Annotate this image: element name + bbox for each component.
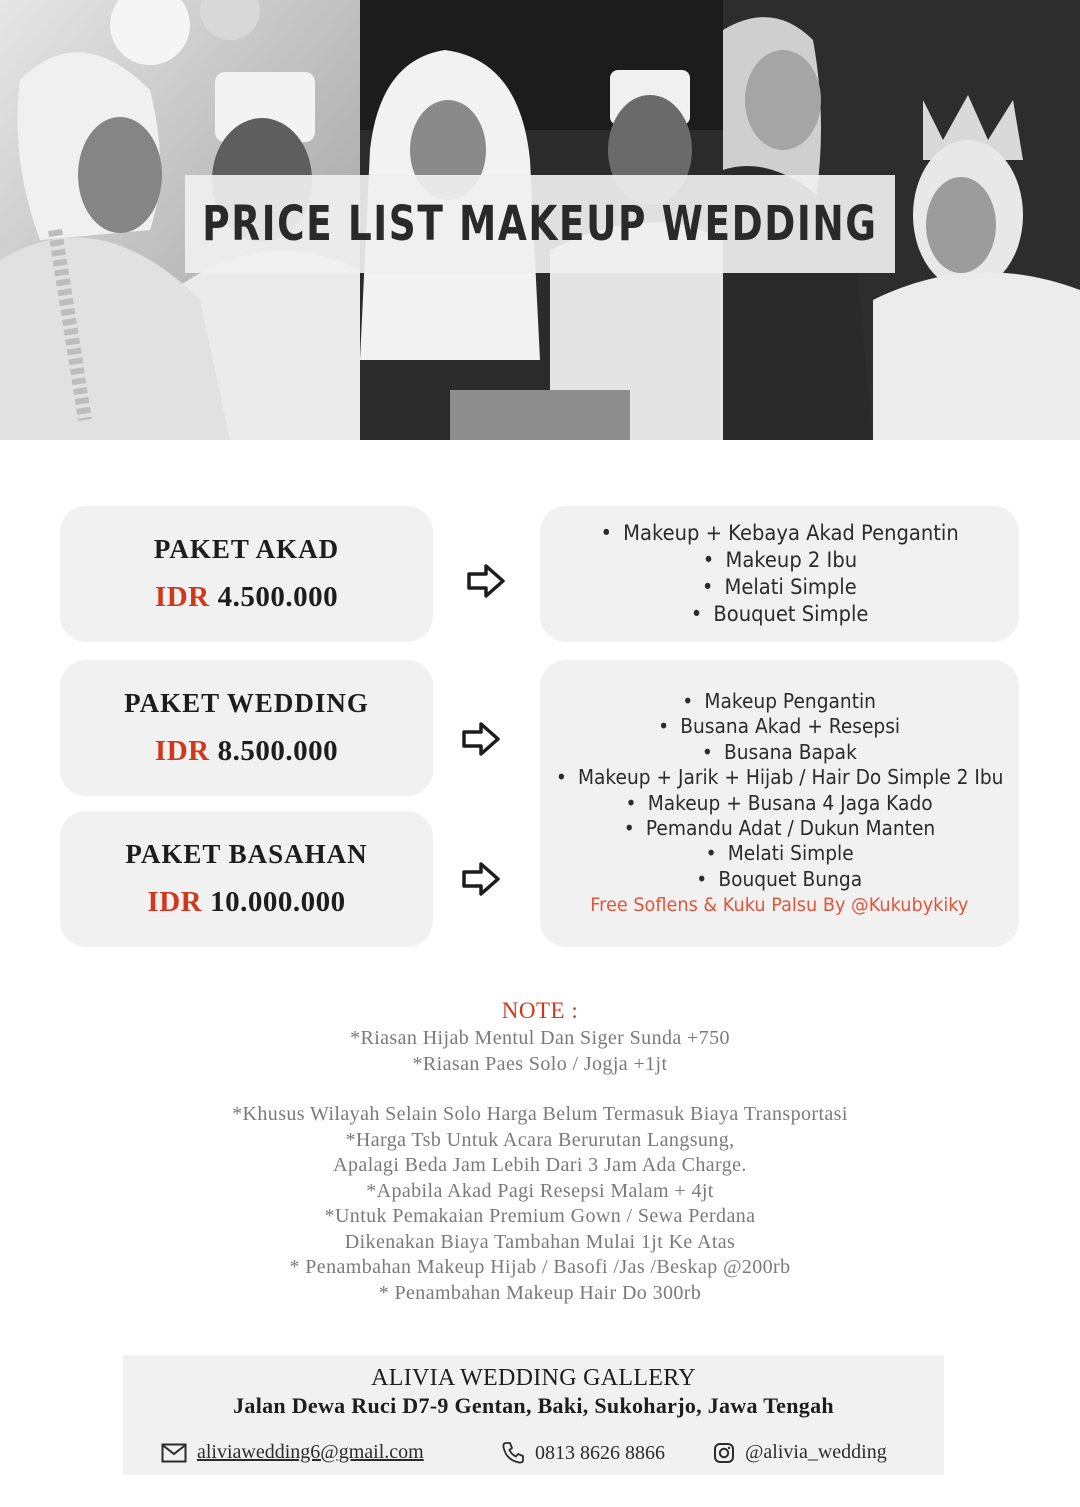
list-item: • Pemandu Adat / Dukun Manten xyxy=(624,816,935,841)
list-item: • Makeup + Kebaya Akad Pengantin xyxy=(600,520,958,547)
title-banner xyxy=(185,175,895,273)
address: Jalan Dewa Ruci D7-9 Gentan, Baki, Sukoharjo, Jawa Tengah xyxy=(233,1393,834,1418)
package-price xyxy=(147,886,345,919)
list-item: • Makeup 2 Ibu xyxy=(702,547,856,574)
package-name: PAKET WEDDING xyxy=(124,688,369,718)
price-value: 4.500.000 xyxy=(217,581,339,613)
instagram-link[interactable] xyxy=(713,1441,887,1464)
list-item: • Bouquet Simple xyxy=(691,601,869,628)
note-line: *Untuk Pemakaian Premium Gown / Sewa Perdana xyxy=(324,1205,756,1227)
email-text[interactable]: aliviawedding6@gmail.com xyxy=(197,1441,424,1463)
features-akad xyxy=(540,506,1019,642)
package-price xyxy=(155,581,338,614)
gallery-name: ALIVIA WEDDING GALLERY xyxy=(371,1365,696,1391)
phone-contact[interactable] xyxy=(501,1441,665,1465)
list-item: • Busana Akad + Resepsi xyxy=(658,714,900,739)
currency-label: IDR xyxy=(154,581,210,613)
list-item: • Melati Simple xyxy=(705,841,853,866)
note-line: * Penambahan Makeup Hijab / Basofi /Jas /Beskap @200rb xyxy=(289,1256,791,1278)
currency-label: IDR xyxy=(147,886,203,918)
note-line: Dikenakan Biaya Tambahan Mulai 1jt Ke Atas xyxy=(344,1230,736,1253)
mail-icon xyxy=(161,1443,187,1463)
page-title: PRICE LIST MAKEUP WEDDING xyxy=(202,196,878,252)
free-bonus-note: Free Soflens & Kuku Palsu By @Kukubykiky xyxy=(590,894,969,917)
note-line: *Apabila Akad Pagi Resepsi Malam + 4jt xyxy=(366,1179,714,1202)
note-line: Apalagi Beda Jam Lebih Dari 3 Jam Ada Charge. xyxy=(333,1154,747,1176)
list-item: • Bouquet Bunga xyxy=(697,867,863,892)
list-item: • Melati Simple xyxy=(702,574,857,601)
package-name: PAKET AKAD xyxy=(153,534,340,564)
arrow-right-icon xyxy=(461,861,501,897)
note-line: *Riasan Hijab Mentul Dan Siger Sunda +750 xyxy=(350,1027,730,1049)
notes-section xyxy=(0,996,1080,1306)
instagram-icon xyxy=(713,1442,735,1464)
note-spacer xyxy=(0,1077,1080,1102)
price-value: 8.500.000 xyxy=(217,735,339,767)
list-item: • Busana Bapak xyxy=(702,740,857,765)
list-item: • Makeup Pengantin xyxy=(683,689,877,714)
hero-collage xyxy=(0,0,1080,440)
note-line: *Harga Tsb Untuk Acara Berurutan Langsung, xyxy=(345,1128,735,1151)
notes-title: NOTE : xyxy=(501,998,579,1023)
price-value: 10.000.000 xyxy=(210,886,346,918)
list-item: • Makeup + Busana 4 Jaga Kado xyxy=(626,791,933,816)
note-line: *Riasan Paes Solo / Jogja +1jt xyxy=(412,1052,668,1075)
arrow-right-icon xyxy=(461,721,501,757)
instagram-text[interactable]: @alivia_wedding xyxy=(745,1441,887,1463)
package-card-basahan xyxy=(60,811,433,947)
package-name: PAKET BASAHAN xyxy=(125,839,368,869)
phone-text[interactable]: 0813 8626 8866 xyxy=(535,1441,665,1464)
features-wedding xyxy=(540,660,1019,947)
note-line: *Khusus Wilayah Selain Solo Harga Belum Termasuk Biaya Transportasi xyxy=(232,1103,848,1125)
currency-label: IDR xyxy=(154,735,210,767)
phone-icon xyxy=(501,1441,525,1465)
footer-contact xyxy=(123,1355,944,1475)
package-card-wedding xyxy=(60,660,433,796)
package-price xyxy=(155,735,338,768)
package-card-akad xyxy=(60,506,433,642)
email-link[interactable] xyxy=(161,1441,424,1464)
arrow-right-icon xyxy=(466,563,506,599)
note-line: * Penambahan Makeup Hair Do 300rb xyxy=(378,1281,702,1304)
list-item: • Makeup + Jarik + Hijab / Hair Do Simple 2 Ibu xyxy=(556,765,1004,790)
